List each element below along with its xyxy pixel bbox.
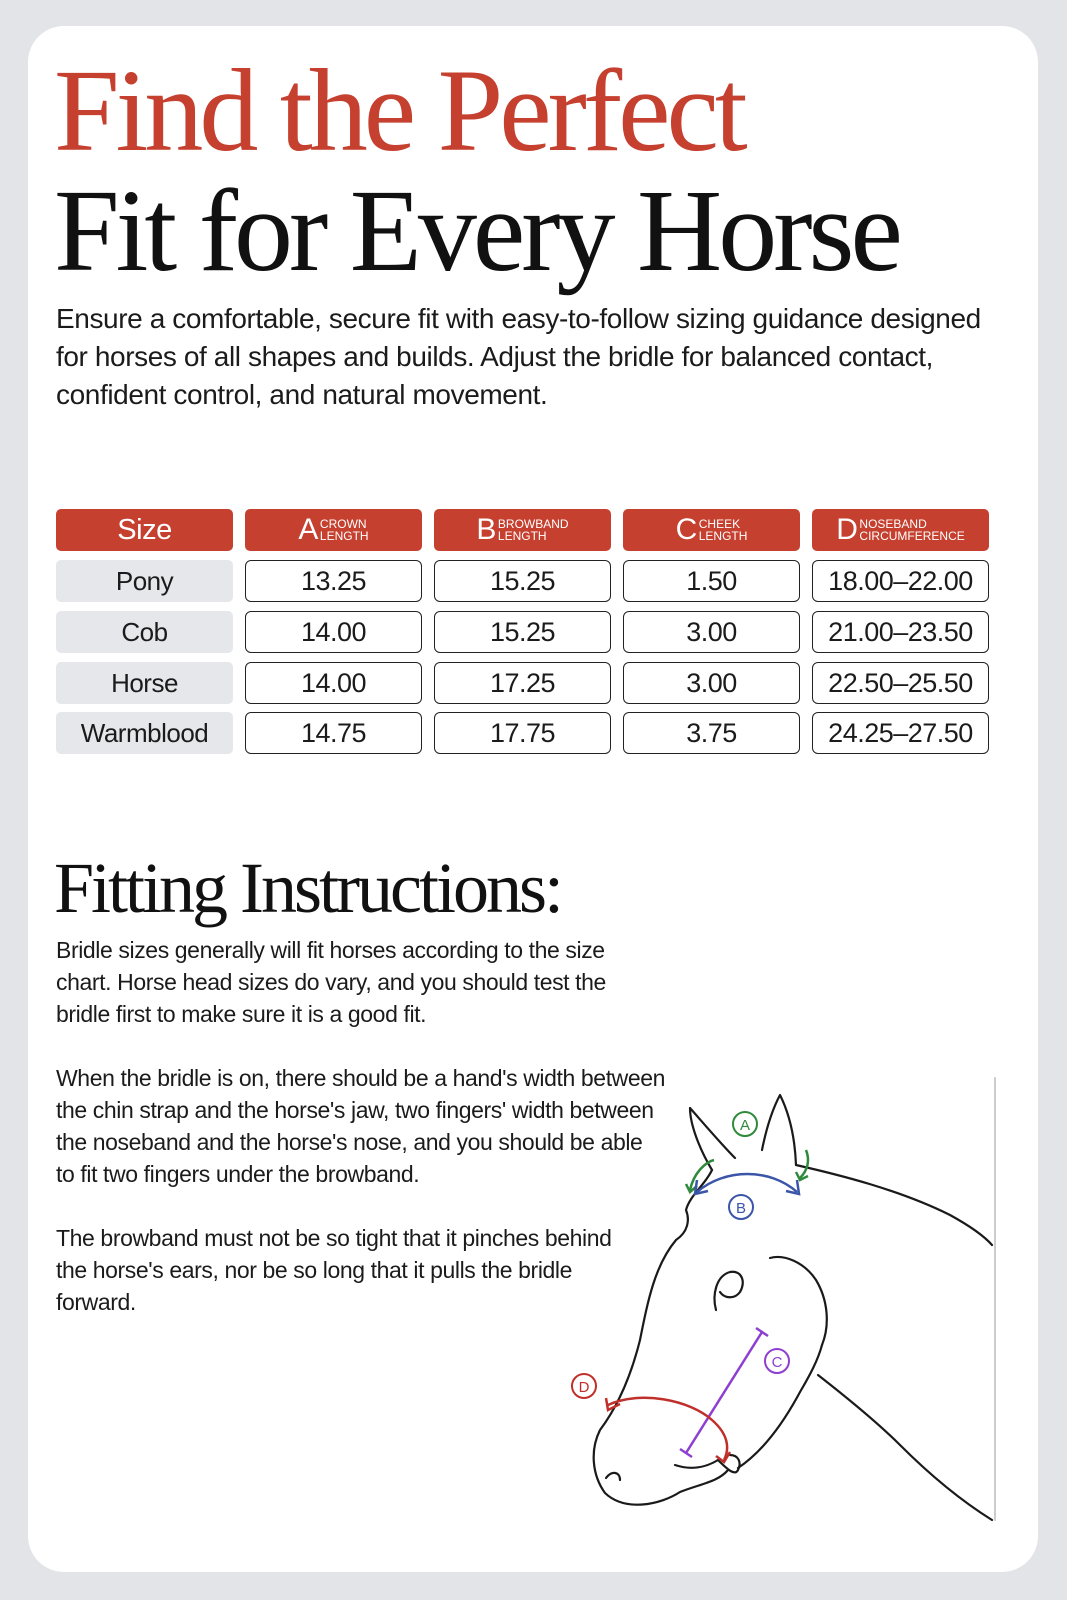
- col-letter: A: [298, 513, 318, 546]
- title-line-2: Fit for Every Horse: [54, 165, 899, 296]
- col-letter: C: [675, 513, 697, 546]
- col-label-line2: LENGTH: [698, 529, 748, 543]
- table-cell: 3.00: [623, 662, 800, 704]
- table-cell: 3.00: [623, 611, 800, 653]
- diagram-label-b: B: [735, 1200, 747, 1217]
- table-cell: 3.75: [623, 712, 800, 754]
- col-header-browband: [434, 509, 611, 551]
- table-cell: 24.25–27.50: [812, 712, 989, 754]
- noseband-circumference-marker: [572, 1374, 730, 1462]
- instructions-heading: Fitting Instructions:: [54, 848, 562, 928]
- table-cell: 15.25: [434, 611, 611, 653]
- cheek-length-marker: [680, 1328, 789, 1457]
- diagram-label-a: A: [739, 1117, 751, 1134]
- row-label-cob: Cob: [56, 611, 233, 653]
- col-label-line1: NOSEBAND: [859, 517, 927, 531]
- diagram-label-d: D: [578, 1379, 590, 1396]
- col-label-line1: CHEEK: [698, 517, 741, 531]
- horse-outline: [594, 1078, 995, 1520]
- table-cell: 18.00–22.00: [812, 560, 989, 602]
- col-label-line1: BROWBAND: [497, 517, 569, 531]
- instructions-paragraph-3: The browband must not be so tight that it pinches behind the horse's ears, nor be so long that it pulls the bridle forward.: [56, 1225, 612, 1315]
- col-letter: B: [476, 513, 496, 546]
- instructions-paragraph-1: Bridle sizes generally will fit horses according to the size chart. Horse head sizes do vary, and you should test the bridle first to make sure it is a good fit.: [56, 937, 606, 1027]
- col-header-noseband: [812, 509, 989, 551]
- instructions-paragraph-2: When the bridle is on, there should be a hand's width between the chin strap and the horse's jaw, two fingers' width between the noseband and the horse's nose, and you should be able to fit two fingers under the browband.: [56, 1065, 666, 1187]
- browband-length-marker: [695, 1174, 799, 1219]
- title-line-1: Find the Perfect: [54, 45, 744, 176]
- size-header: Size: [56, 509, 233, 551]
- diagram-label-c: C: [771, 1354, 783, 1371]
- table-cell: 22.50–25.50: [812, 662, 989, 704]
- horse-head-diagram: [560, 1070, 1000, 1540]
- row-label-pony: Pony: [56, 560, 233, 602]
- table-cell: 17.75: [434, 712, 611, 754]
- col-label-line2: LENGTH: [497, 529, 547, 543]
- table-cell: 13.25: [245, 560, 422, 602]
- table-cell: 17.25: [434, 662, 611, 704]
- table-cell: 1.50: [623, 560, 800, 602]
- table-cell: 14.00: [245, 611, 422, 653]
- table-cell: 14.00: [245, 662, 422, 704]
- table-cell: 14.75: [245, 712, 422, 754]
- col-header-crown: [245, 509, 422, 551]
- row-label-warmblood: Warmblood: [56, 712, 233, 754]
- table-cell: 15.25: [434, 560, 611, 602]
- col-letter: D: [836, 513, 858, 546]
- col-label-line2: CIRCUMFERENCE: [859, 529, 965, 543]
- col-label-line2: LENGTH: [319, 529, 369, 543]
- row-label-horse: Horse: [56, 662, 233, 704]
- intro-text: Ensure a comfortable, secure fit with easy-to-follow sizing guidance designed for horses of all shapes and builds. Adjust the bridle for balanced contact, confident control, and natural movement.: [56, 303, 981, 410]
- table-cell: 21.00–23.50: [812, 611, 989, 653]
- col-label-line1: CROWN: [319, 517, 367, 531]
- col-header-cheek: [623, 509, 800, 551]
